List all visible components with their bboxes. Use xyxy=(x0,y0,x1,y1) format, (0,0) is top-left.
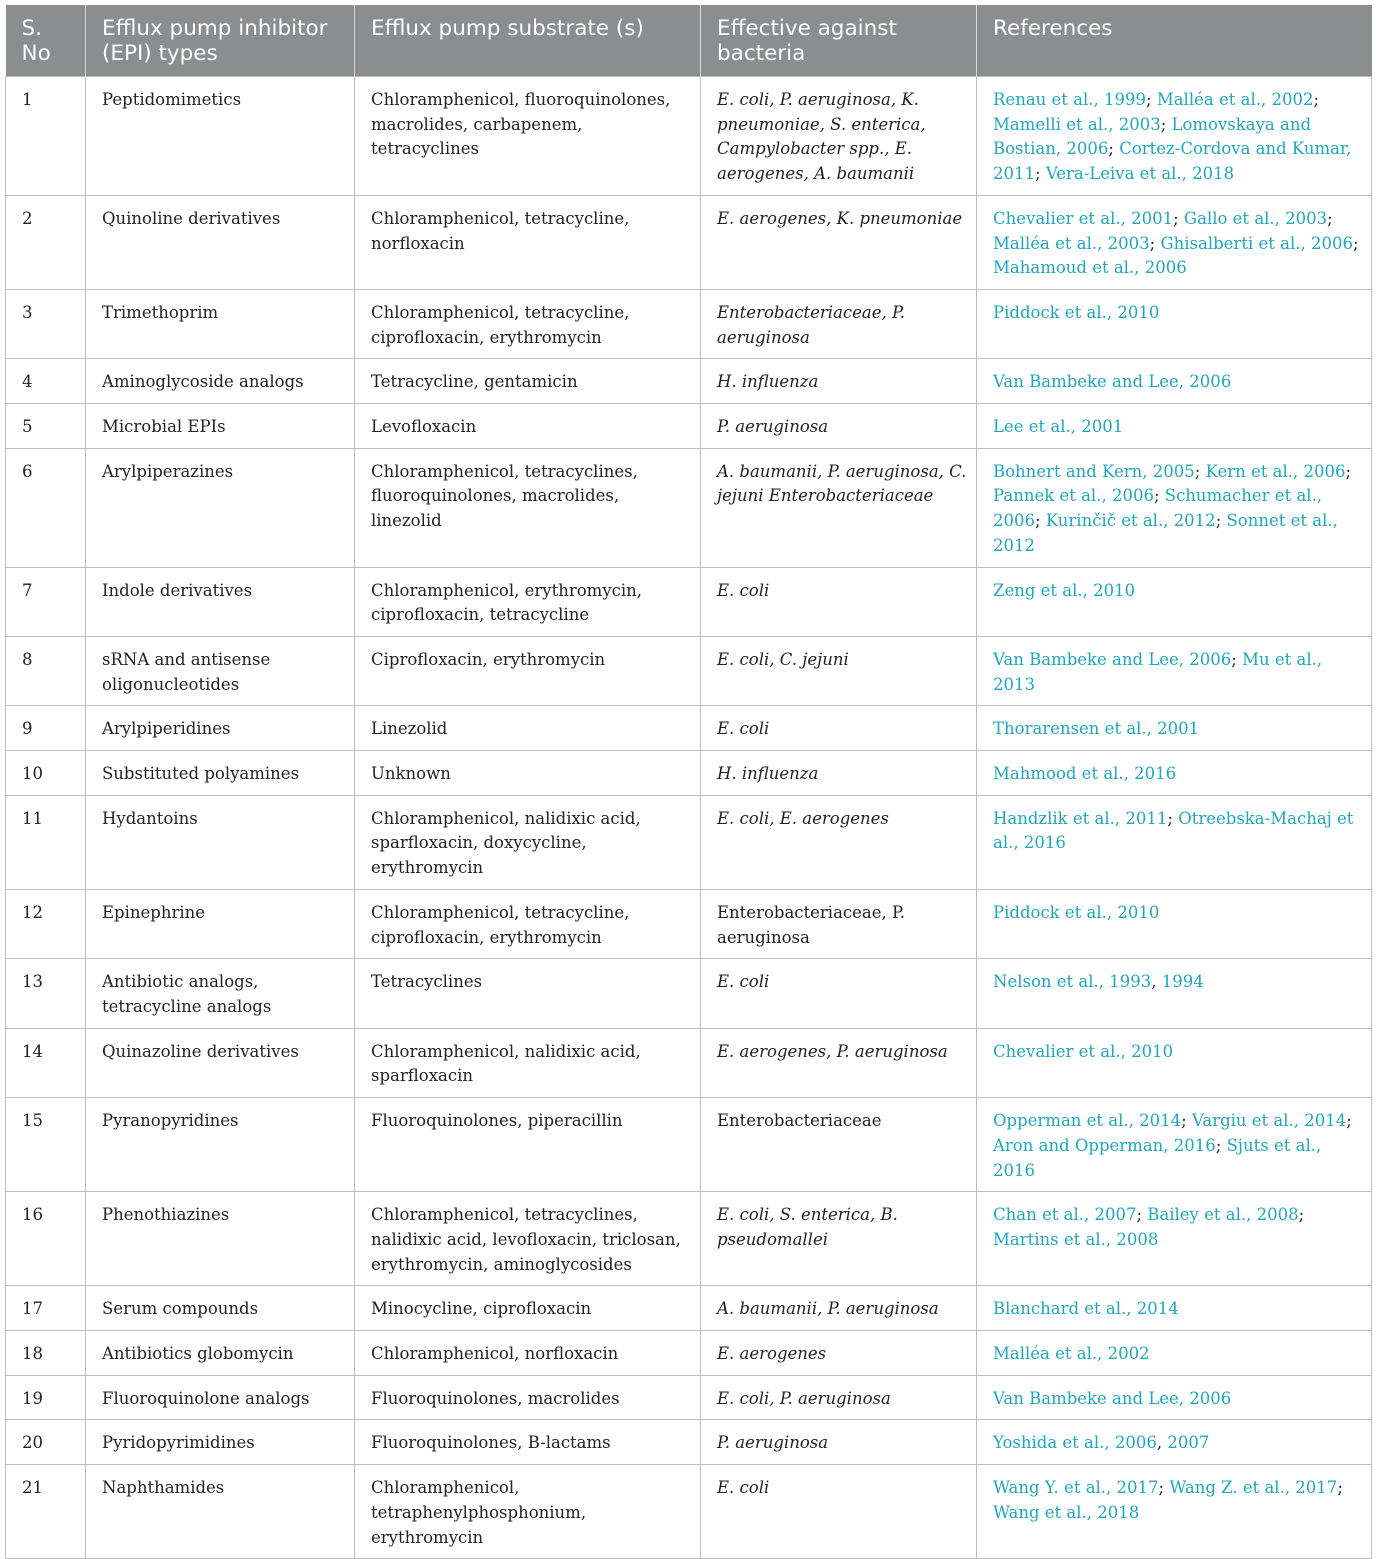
row-number: 6 xyxy=(6,448,86,567)
reference-separator: ; xyxy=(1231,649,1243,669)
row-number: 14 xyxy=(6,1028,86,1097)
epi-type: sRNA and antisense oligonucleotides xyxy=(86,636,355,705)
reference-link[interactable]: Chevalier et al., 2010 xyxy=(993,1041,1174,1061)
substrate: Fluoroquinolones, piperacillin xyxy=(355,1098,701,1192)
substrate: Chloramphenicol, erythromycin, ciprofloxacin, tetracycline xyxy=(355,567,701,636)
references-cell xyxy=(977,889,1372,958)
table-row xyxy=(6,706,1372,751)
reference-link[interactable]: Aron and Opperman, 2016 xyxy=(993,1135,1216,1155)
reference-separator: ; xyxy=(1215,511,1227,531)
reference-link[interactable]: Lee et al., 2001 xyxy=(993,417,1124,437)
reference-separator: ; xyxy=(1194,461,1206,481)
substrate: Tetracycline, gentamicin xyxy=(355,359,701,404)
table-row xyxy=(6,889,1372,958)
header-epi-type: Efflux pump inhibitor (EPI) types xyxy=(86,5,355,77)
reference-link[interactable]: Martins et al., 2008 xyxy=(993,1229,1159,1249)
reference-separator: ; xyxy=(1136,1205,1148,1225)
reference-separator: ; xyxy=(1146,90,1157,109)
table-row xyxy=(6,404,1372,449)
reference-separator: ; xyxy=(1158,1478,1170,1498)
header-row xyxy=(6,5,1372,77)
reference-link[interactable]: Piddock et al., 2010 xyxy=(993,902,1160,922)
reference-link[interactable]: 2007 xyxy=(1167,1433,1210,1453)
reference-link[interactable]: Blanchard et al., 2014 xyxy=(993,1299,1179,1319)
table-row xyxy=(6,751,1372,796)
bacteria: Enterobacteriaceae, P. aeruginosa xyxy=(701,889,977,958)
epi-type: Arylpiperazines xyxy=(86,448,355,567)
bacteria: H. influenza xyxy=(701,359,977,404)
references-cell xyxy=(977,706,1372,751)
reference-separator: ; xyxy=(1346,1111,1352,1131)
reference-separator: ; xyxy=(1215,1135,1227,1155)
table-header xyxy=(6,5,1372,77)
references-cell xyxy=(977,1420,1372,1465)
reference-link[interactable]: Renau et al., 1999 xyxy=(993,90,1147,109)
reference-link[interactable]: Mahamoud et al., 2006 xyxy=(993,258,1187,278)
epi-type: Serum compounds xyxy=(86,1286,355,1331)
substrate: Chloramphenicol, tetracyclines, fluoroquinolones, macrolides, linezolid xyxy=(355,448,701,567)
reference-link[interactable]: Kern et al., 2006 xyxy=(1205,461,1346,481)
references-cell xyxy=(977,359,1372,404)
epi-type: Quinazoline derivatives xyxy=(86,1028,355,1097)
reference-link[interactable]: Gallo et al., 2003 xyxy=(1183,208,1328,228)
reference-link[interactable]: Chan et al., 2007 xyxy=(993,1205,1137,1225)
substrate: Chloramphenicol, tetracyclines, nalidixic acid, levofloxacin, triclosan, erythromycin, aminoglycosides xyxy=(355,1192,701,1286)
bacteria: A. baumanii, P. aeruginosa, C. jejuni Enterobacteriaceae xyxy=(701,448,977,567)
substrate: Unknown xyxy=(355,751,701,796)
reference-link[interactable]: Vera-Leiva et al., 2018 xyxy=(1045,164,1235,184)
table-row xyxy=(6,1331,1372,1376)
reference-link[interactable]: Ghisalberti et al., 2006 xyxy=(1160,233,1353,253)
reference-link[interactable]: Mu et al., 2013 xyxy=(993,649,1323,694)
table-row xyxy=(6,77,1372,196)
substrate: Levofloxacin xyxy=(355,404,701,449)
substrate: Fluoroquinolones, B-lactams xyxy=(355,1420,701,1465)
reference-link[interactable]: Bailey et al., 2008 xyxy=(1147,1205,1299,1225)
row-number: 20 xyxy=(6,1420,86,1465)
epi-type: Antibiotics globomycin xyxy=(86,1331,355,1376)
bacteria: E. coli, P. aeruginosa xyxy=(701,1375,977,1420)
references-cell xyxy=(977,448,1372,567)
epi-type: Naphthamides xyxy=(86,1465,355,1559)
row-number: 3 xyxy=(6,289,86,358)
reference-link[interactable]: Wang Y. et al., 2017 xyxy=(993,1478,1159,1498)
reference-link[interactable]: Schumacher et al., 2006 xyxy=(993,486,1323,531)
references-cell xyxy=(977,1098,1372,1192)
references-cell xyxy=(977,1465,1372,1559)
table-row xyxy=(6,1375,1372,1420)
epi-table xyxy=(5,5,1372,1559)
epi-type: Peptidomimetics xyxy=(86,77,355,196)
table-row xyxy=(6,795,1372,889)
reference-separator: , xyxy=(1156,1433,1168,1453)
references-cell xyxy=(977,1375,1372,1420)
references-cell xyxy=(977,1028,1372,1097)
header-sno: S. No xyxy=(6,5,86,77)
substrate: Chloramphenicol, nalidixic acid, sparfloxacin xyxy=(355,1028,701,1097)
reference-link[interactable]: Sonnet et al., 2012 xyxy=(993,511,1338,555)
references-cell xyxy=(977,195,1372,289)
epi-type: Phenothiazines xyxy=(86,1192,355,1286)
reference-separator: ; xyxy=(1035,511,1046,531)
reference-separator: ; xyxy=(1345,461,1352,481)
reference-separator: ; xyxy=(1181,1111,1192,1131)
table-row xyxy=(6,359,1372,404)
epi-type: Substituted polyamines xyxy=(86,751,355,796)
table-row xyxy=(6,1192,1372,1286)
reference-link[interactable]: Van Bambeke and Lee, 2006 xyxy=(993,1388,1232,1408)
reference-separator: ; xyxy=(1160,114,1172,134)
references-cell xyxy=(977,636,1372,705)
reference-separator: ; xyxy=(1313,90,1320,109)
reference-link[interactable]: Wang et al., 2018 xyxy=(993,1502,1140,1522)
row-number: 18 xyxy=(6,1331,86,1376)
bacteria: E. aerogenes, P. aeruginosa xyxy=(701,1028,977,1097)
bacteria: E. coli xyxy=(701,959,977,1028)
row-number: 10 xyxy=(6,751,86,796)
row-number: 1 xyxy=(6,77,86,196)
reference-link[interactable]: Handzlik et al., 2011 xyxy=(993,808,1168,828)
reference-link[interactable]: Thorarensen et al., 2001 xyxy=(993,719,1200,739)
substrate: Chloramphenicol, norfloxacin xyxy=(355,1331,701,1376)
bacteria: E. coli, E. aerogenes xyxy=(701,795,977,889)
reference-link[interactable]: Wang Z. et al., 2017 xyxy=(1169,1478,1338,1498)
header-substrate: Efflux pump substrate (s) xyxy=(355,5,701,77)
bacteria: P. aeruginosa xyxy=(701,1420,977,1465)
references-cell xyxy=(977,1331,1372,1376)
row-number: 12 xyxy=(6,889,86,958)
epi-type: Hydantoins xyxy=(86,795,355,889)
reference-separator: ; xyxy=(1352,233,1359,253)
reference-link[interactable]: Pannek et al., 2006 xyxy=(993,486,1154,506)
bacteria: H. influenza xyxy=(701,751,977,796)
substrate: Fluoroquinolones, macrolides xyxy=(355,1375,701,1420)
reference-link[interactable]: Bohnert and Kern, 2005 xyxy=(993,461,1195,481)
epi-type: Pyridopyrimidines xyxy=(86,1420,355,1465)
table-row xyxy=(6,1286,1372,1331)
bacteria: E. aerogenes xyxy=(701,1331,977,1376)
epi-type: Trimethoprim xyxy=(86,289,355,358)
references-cell xyxy=(977,795,1372,889)
bacteria: E. coli xyxy=(701,567,977,636)
reference-separator: ; xyxy=(1173,208,1184,228)
reference-link[interactable]: Malléa et al., 2003 xyxy=(993,233,1150,253)
row-number: 5 xyxy=(6,404,86,449)
substrate: Chloramphenicol, tetracycline, ciprofloxacin, erythromycin xyxy=(355,889,701,958)
bacteria: E. aerogenes, K. pneumoniae xyxy=(701,195,977,289)
reference-link[interactable]: 1994 xyxy=(1161,972,1204,992)
epi-type: Arylpiperidines xyxy=(86,706,355,751)
row-number: 4 xyxy=(6,359,86,404)
reference-separator: , xyxy=(1151,972,1162,992)
epi-type: Quinoline derivatives xyxy=(86,195,355,289)
table-row xyxy=(6,636,1372,705)
table-body xyxy=(6,77,1372,1559)
row-number: 13 xyxy=(6,959,86,1028)
epi-type: Fluoroquinolone analogs xyxy=(86,1375,355,1420)
row-number: 15 xyxy=(6,1098,86,1192)
reference-separator: ; xyxy=(1149,233,1161,253)
reference-link[interactable]: Mamelli et al., 2003 xyxy=(993,114,1161,134)
bacteria: E. coli, S. enterica, B. pseudomallei xyxy=(701,1192,977,1286)
substrate: Chloramphenicol, fluoroquinolones, macrolides, carbapenem, tetracyclines xyxy=(355,77,701,196)
epi-type: Pyranopyridines xyxy=(86,1098,355,1192)
substrate: Chloramphenicol, nalidixic acid, sparfloxacin, doxycycline, erythromycin xyxy=(355,795,701,889)
table-row xyxy=(6,959,1372,1028)
bacteria: Enterobacteriaceae, P. aeruginosa xyxy=(701,289,977,358)
substrate: Chloramphenicol, tetracycline, norfloxacin xyxy=(355,195,701,289)
reference-separator: ; xyxy=(1035,164,1046,184)
table-row xyxy=(6,448,1372,567)
header-references: References xyxy=(977,5,1372,77)
substrate: Linezolid xyxy=(355,706,701,751)
references-cell xyxy=(977,567,1372,636)
reference-link[interactable]: Malléa et al., 2002 xyxy=(1156,90,1314,109)
reference-separator: ; xyxy=(1167,808,1179,828)
reference-link[interactable]: Lomovskaya and Bostian, 2006 xyxy=(993,114,1312,159)
reference-link[interactable]: Zeng et al., 2010 xyxy=(993,580,1136,600)
reference-link[interactable]: Vargiu et al., 2014 xyxy=(1191,1111,1347,1131)
substrate: Chloramphenicol, tetracycline, ciprofloxacin, erythromycin xyxy=(355,289,701,358)
epi-type: Antibiotic analogs, tetracycline analogs xyxy=(86,959,355,1028)
reference-link[interactable]: Van Bambeke and Lee, 2006 xyxy=(993,649,1232,669)
row-number: 19 xyxy=(6,1375,86,1420)
row-number: 7 xyxy=(6,567,86,636)
table-row xyxy=(6,567,1372,636)
reference-link[interactable]: Chevalier et al., 2001 xyxy=(993,208,1174,228)
bacteria: E. coli, C. jejuni xyxy=(701,636,977,705)
reference-link[interactable]: Kurinčič et al., 2012 xyxy=(1045,511,1216,531)
references-cell xyxy=(977,959,1372,1028)
row-number: 2 xyxy=(6,195,86,289)
epi-type: Aminoglycoside analogs xyxy=(86,359,355,404)
reference-link[interactable]: Yoshida et al., 2006 xyxy=(993,1433,1157,1453)
substrate: Minocycline, ciprofloxacin xyxy=(355,1286,701,1331)
row-number: 9 xyxy=(6,706,86,751)
reference-link[interactable]: Sjuts et al., 2016 xyxy=(993,1135,1322,1180)
epi-type: Epinephrine xyxy=(86,889,355,958)
references-cell xyxy=(977,1286,1372,1331)
reference-link[interactable]: Malléa et al., 2002 xyxy=(993,1344,1150,1364)
header-effective: Effective against bacteria xyxy=(701,5,977,77)
reference-link[interactable]: Otreebska-Machaj et al., 2016 xyxy=(993,808,1354,853)
reference-link[interactable]: Piddock et al., 2010 xyxy=(993,302,1160,322)
table-row xyxy=(6,1028,1372,1097)
bacteria: E. coli xyxy=(701,1465,977,1559)
reference-separator: ; xyxy=(1337,1478,1343,1498)
reference-separator: ; xyxy=(1108,139,1120,159)
substrate: Tetracyclines xyxy=(355,959,701,1028)
reference-link[interactable]: Nelson et al., 1993 xyxy=(993,972,1152,992)
epi-type: Microbial EPIs xyxy=(86,404,355,449)
bacteria: A. baumanii, P. aeruginosa xyxy=(701,1286,977,1331)
row-number: 17 xyxy=(6,1286,86,1331)
substrate: Chloramphenicol, tetraphenylphosphonium, erythromycin xyxy=(355,1465,701,1559)
reference-link[interactable]: Cortez-Cordova and Kumar, 2011 xyxy=(993,139,1352,184)
reference-separator: ; xyxy=(1327,208,1333,228)
bacteria: E. coli xyxy=(701,706,977,751)
table-row xyxy=(6,1420,1372,1465)
table-row xyxy=(6,1465,1372,1559)
row-number: 16 xyxy=(6,1192,86,1286)
row-number: 11 xyxy=(6,795,86,889)
reference-separator: ; xyxy=(1298,1205,1305,1225)
references-cell xyxy=(977,404,1372,449)
row-number: 8 xyxy=(6,636,86,705)
table-row xyxy=(6,195,1372,289)
bacteria: P. aeruginosa xyxy=(701,404,977,449)
references-cell xyxy=(977,751,1372,796)
references-cell xyxy=(977,289,1372,358)
epi-type: Indole derivatives xyxy=(86,567,355,636)
row-number: 21 xyxy=(6,1465,86,1559)
reference-separator: ; xyxy=(1153,486,1165,506)
reference-link[interactable]: Opperman et al., 2014 xyxy=(993,1111,1182,1131)
table-row xyxy=(6,289,1372,358)
references-cell xyxy=(977,1192,1372,1286)
substrate: Ciprofloxacin, erythromycin xyxy=(355,636,701,705)
bacteria: E. coli, P. aeruginosa, K. pneumoniae, S. enterica, Campylobacter spp., E. aerogenes, A. baumanii xyxy=(701,77,977,196)
references-cell xyxy=(977,77,1372,196)
table-row xyxy=(6,1098,1372,1192)
reference-link[interactable]: Mahmood et al., 2016 xyxy=(993,764,1177,784)
reference-link[interactable]: Van Bambeke and Lee, 2006 xyxy=(993,372,1232,392)
bacteria: Enterobacteriaceae xyxy=(701,1098,977,1192)
